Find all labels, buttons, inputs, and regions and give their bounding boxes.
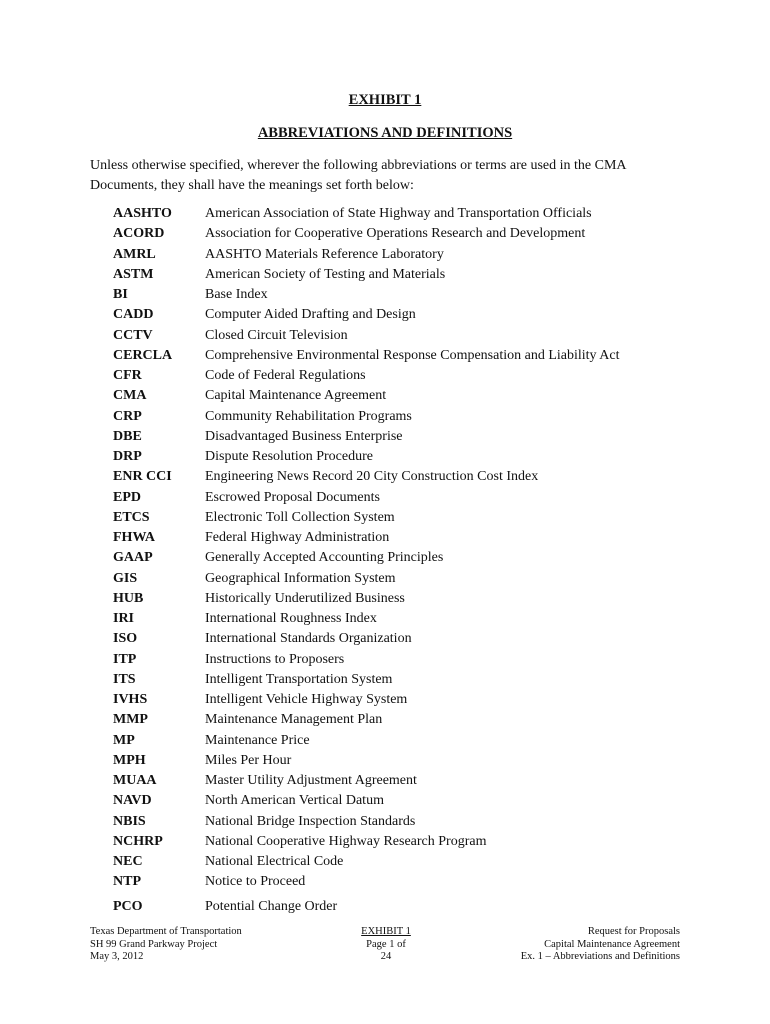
definition-term: Federal Highway Administration (205, 530, 390, 546)
definition-row (113, 427, 713, 447)
definition-term: Miles Per Hour (205, 752, 292, 768)
definition-term: National Electrical Code (205, 854, 344, 870)
definition-abbreviation: MUAA (113, 773, 157, 789)
definition-abbreviation: NTP (113, 874, 141, 890)
definition-row (113, 447, 713, 467)
definition-row (113, 366, 713, 386)
definition-row (113, 589, 713, 609)
definition-term: International Standards Organization (205, 631, 412, 647)
definition-term: Intelligent Transportation System (205, 671, 393, 687)
definition-term: Instructions to Proposers (205, 651, 345, 667)
definition-abbreviation: CMA (113, 388, 147, 404)
definition-term: Code of Federal Regulations (205, 368, 366, 384)
footer-project: SH 99 Grand Parkway Project (90, 938, 218, 950)
definition-row (113, 710, 713, 730)
definition-abbreviation: BI (113, 287, 128, 303)
definition-abbreviation: CCTV (113, 327, 153, 343)
footer-left (90, 926, 242, 964)
definition-term: Maintenance Price (205, 732, 310, 748)
definition-abbreviation: CERCLA (113, 347, 173, 363)
definition-abbreviation: PCO (113, 898, 143, 914)
definition-row (113, 832, 713, 852)
definition-row (113, 609, 713, 629)
definition-abbreviation: AASHTO (113, 206, 172, 222)
definition-term: Intelligent Vehicle Highway System (205, 692, 408, 708)
definition-term: American Society of Testing and Materials (205, 266, 446, 282)
definition-abbreviation: GIS (113, 570, 138, 586)
definition-row (113, 386, 713, 406)
definition-row (113, 569, 713, 589)
definition-abbreviation: NCHRP (113, 833, 163, 849)
definition-row (113, 245, 713, 265)
definition-row (113, 650, 713, 670)
definition-row (113, 224, 713, 244)
definition-abbreviation: FHWA (113, 530, 155, 546)
definition-term: Generally Accepted Accounting Principles (205, 550, 444, 566)
definition-term: Potential Change Order (205, 898, 338, 914)
section-title: ABBREVIATIONS AND DEFINITIONS (257, 125, 513, 141)
definition-abbreviation: EPD (113, 489, 141, 505)
definition-abbreviation: ITP (113, 651, 137, 667)
definition-abbreviation: AMRL (113, 246, 156, 262)
definition-term: AASHTO Materials Reference Laboratory (205, 246, 444, 262)
definition-abbreviation: CADD (113, 307, 154, 323)
definition-abbreviation: ACORD (113, 226, 165, 242)
footer-section: Ex. 1 – Abbreviations and Definitions (520, 951, 680, 962)
definition-term: North American Vertical Datum (205, 793, 384, 809)
definition-term: Maintenance Management Plan (205, 712, 383, 728)
definition-abbreviation: NBIS (113, 813, 146, 829)
definition-abbreviation: ASTM (113, 266, 154, 282)
definition-row (113, 731, 713, 751)
definition-row (113, 528, 713, 548)
definition-row (113, 488, 713, 508)
definition-abbreviation: CFR (113, 368, 142, 384)
definition-row (113, 872, 713, 892)
definition-row (113, 751, 713, 771)
definition-abbreviation: ETCS (113, 509, 150, 525)
footer-exhibit: EXHIBIT 1 (361, 926, 411, 937)
definition-term: Notice to Proceed (205, 874, 306, 890)
definition-row (113, 265, 713, 285)
definition-abbreviation: ITS (113, 671, 136, 687)
definition-row (113, 690, 713, 710)
definition-abbreviation: DRP (113, 449, 142, 465)
definition-term: National Bridge Inspection Standards (205, 813, 416, 829)
definition-term: Geographical Information System (205, 570, 396, 586)
definition-term: Dispute Resolution Procedure (205, 449, 373, 465)
exhibit-title: EXHIBIT 1 (348, 92, 422, 108)
definition-abbreviation: ENR CCI (113, 469, 172, 485)
page-footer (90, 926, 680, 966)
definition-row (113, 467, 713, 487)
definition-row (113, 346, 713, 366)
definition-row (113, 326, 713, 346)
definition-abbreviation: IRI (113, 611, 135, 627)
definition-row (113, 407, 713, 427)
definition-abbreviation: ISO (113, 631, 138, 647)
definition-abbreviation: NEC (113, 854, 143, 870)
definition-row (113, 305, 713, 325)
definition-term: Closed Circuit Television (205, 327, 348, 343)
definition-row (113, 771, 713, 791)
definition-row (113, 812, 713, 832)
footer-page-number: Page 1 of 24 (366, 938, 406, 962)
footer-agreement: Capital Maintenance Agreement (544, 938, 680, 950)
definition-row (113, 285, 713, 305)
definition-term: Historically Underutilized Business (205, 590, 405, 606)
definitions-list (113, 204, 713, 915)
definition-row (113, 548, 713, 568)
definition-term: Master Utility Adjustment Agreement (205, 773, 417, 789)
footer-date: May 3, 2012 (90, 951, 144, 962)
definition-row (113, 629, 713, 649)
definition-abbreviation: DBE (113, 428, 142, 444)
definition-abbreviation: CRP (113, 408, 142, 424)
definition-term: Community Rehabilitation Programs (205, 408, 412, 424)
definition-abbreviation: MP (113, 732, 135, 748)
definition-abbreviation: NAVD (113, 793, 152, 809)
definition-term: Computer Aided Drafting and Design (205, 307, 416, 323)
definition-abbreviation: MMP (113, 712, 148, 728)
footer-center (360, 926, 412, 964)
definition-row (113, 852, 713, 872)
footer-rfp: Request for Proposals (587, 926, 680, 937)
footer-right (521, 926, 680, 964)
definition-abbreviation: HUB (113, 590, 144, 606)
definition-abbreviation: MPH (113, 752, 146, 768)
definition-term: Base Index (205, 287, 268, 303)
definition-term: Capital Maintenance Agreement (205, 388, 387, 404)
definition-term: Electronic Toll Collection System (205, 509, 395, 525)
definition-term: Escrowed Proposal Documents (205, 489, 380, 505)
definition-term: Comprehensive Environmental Response Compensation and Liability Act (205, 347, 620, 363)
definition-row (113, 508, 713, 528)
definition-term: Disadvantaged Business Enterprise (205, 428, 403, 444)
definition-term: National Cooperative Highway Research Program (205, 833, 487, 849)
definition-row (113, 893, 713, 915)
definition-term: Engineering News Record 20 City Construction Cost Index (205, 469, 539, 485)
definition-abbreviation: GAAP (113, 550, 153, 566)
definition-term: International Roughness Index (205, 611, 377, 627)
definition-row (113, 670, 713, 690)
definition-row (113, 204, 713, 224)
definition-abbreviation: IVHS (113, 692, 148, 708)
intro-paragraph: Unless otherwise specified, wherever the following abbreviations or terms are used in the CMA Documents, they shall have the meanings set forth below: (90, 158, 626, 193)
footer-org: Texas Department of Transportation (90, 926, 242, 937)
definition-row (113, 791, 713, 811)
definition-term: American Association of State Highway and Transportation Officials (205, 206, 592, 222)
definition-term: Association for Cooperative Operations Research and Development (205, 226, 586, 242)
